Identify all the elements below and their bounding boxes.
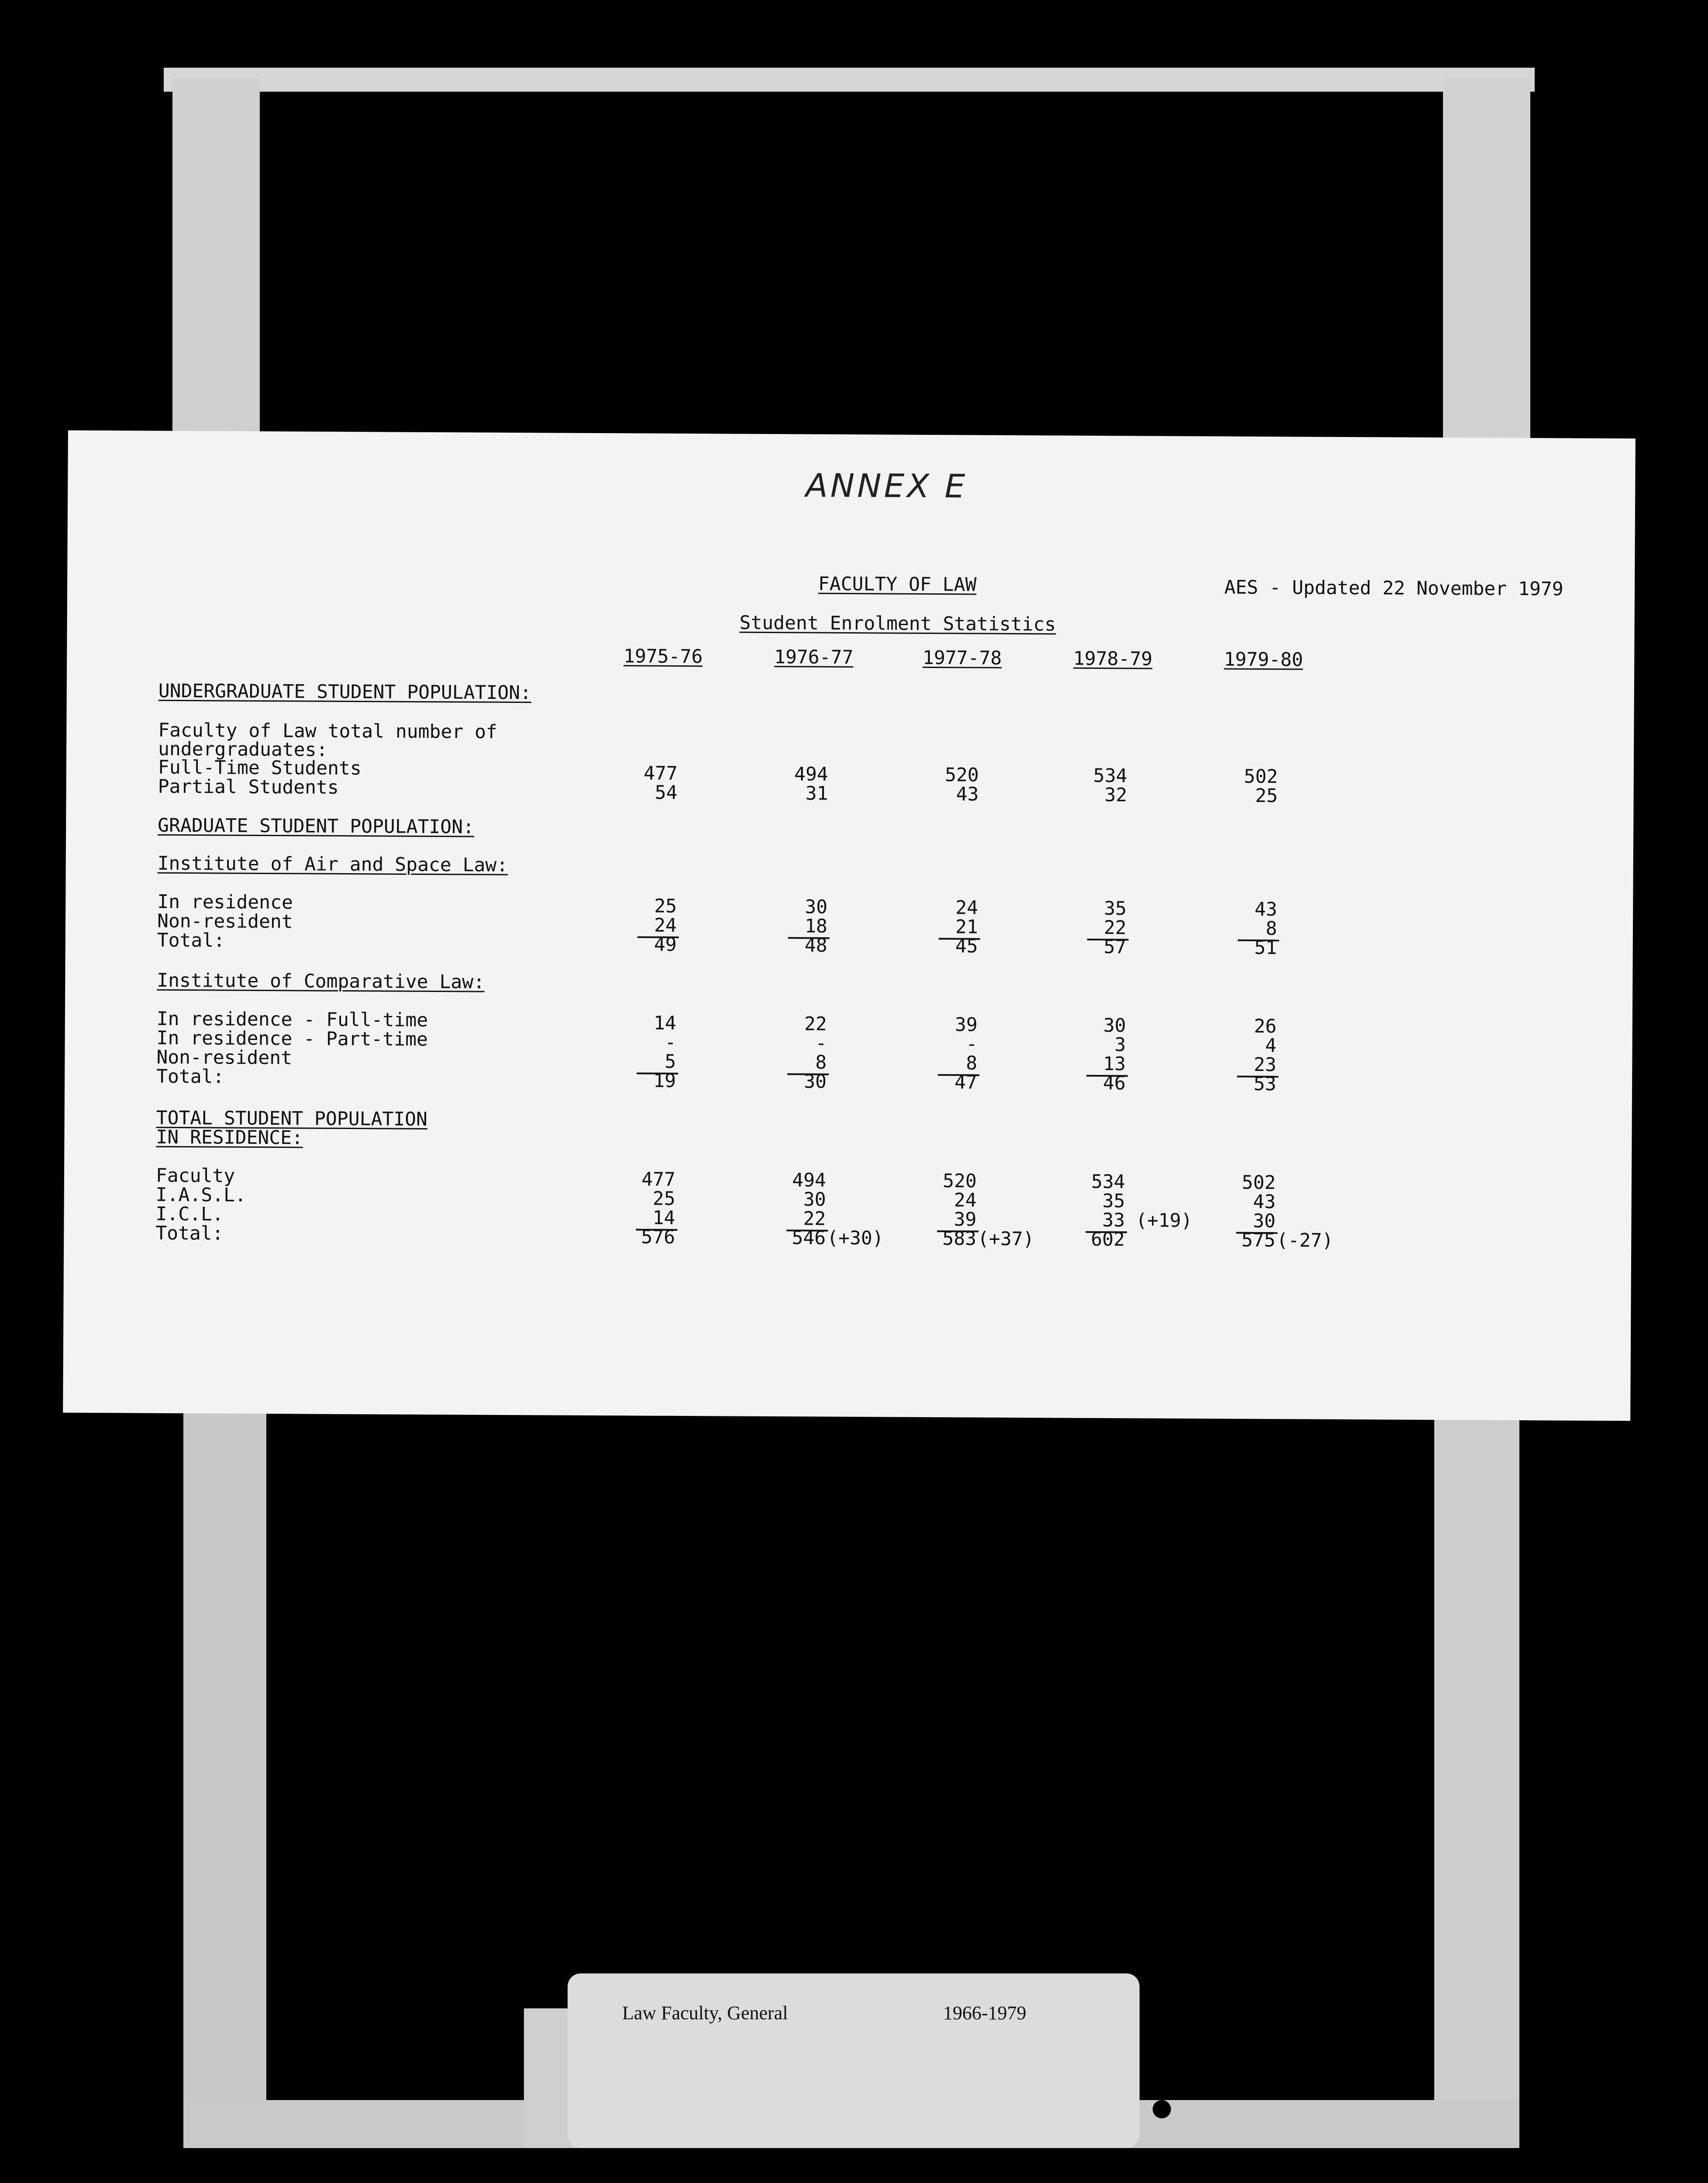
- cell-value: 32: [1104, 784, 1127, 806]
- cell-value: 43: [1253, 1191, 1276, 1213]
- cell-value: 51: [1254, 937, 1277, 959]
- cell-value: 30: [1103, 1015, 1126, 1037]
- cell-value: 23: [1253, 1054, 1277, 1076]
- cell-value: 49: [654, 933, 677, 956]
- row-label: Non-resident: [156, 1046, 293, 1069]
- year-header: 1979-80: [1224, 648, 1303, 671]
- row-label: Faculty: [155, 1164, 235, 1187]
- cell-value: 18: [805, 915, 828, 937]
- cell-value: 45: [955, 935, 978, 957]
- row-label: Total:: [155, 1222, 224, 1245]
- card-years: 1966-1979: [943, 2002, 1026, 2024]
- cell-value: 520: [943, 1170, 977, 1192]
- cell-value: -: [665, 1031, 676, 1054]
- cell-value: 583: [942, 1228, 977, 1250]
- cell-value: 494: [792, 1169, 826, 1191]
- cell-value: 57: [1103, 936, 1126, 958]
- row-label: Total:: [156, 1065, 224, 1088]
- film-frame-top: [164, 68, 1535, 92]
- change-note: (-27): [1277, 1229, 1333, 1252]
- cell-value: 54: [654, 782, 678, 804]
- cell-value: 576: [641, 1226, 675, 1248]
- cell-value: 22: [804, 1013, 827, 1035]
- cell-value: 30: [803, 1188, 826, 1211]
- cell-value: 39: [954, 1014, 978, 1036]
- film-frame-post: [1434, 1410, 1519, 2144]
- year-header: 1977-78: [923, 647, 1002, 669]
- cell-value: 8: [815, 1051, 827, 1074]
- cell-value: 30: [805, 896, 828, 918]
- punch-hole: [1153, 2043, 1171, 2062]
- year-header: 1978-79: [1073, 647, 1153, 670]
- row-label: Partial Students: [158, 775, 339, 799]
- cell-value: 14: [653, 1012, 676, 1034]
- cell-value: 25: [654, 895, 677, 917]
- cell-value: 546: [792, 1227, 826, 1249]
- undergrad-description: Faculty of Law total number of: [158, 719, 498, 743]
- film-frame-post: [183, 1406, 266, 2144]
- section-heading-iasl: Institute of Air and Space Law:: [157, 852, 508, 876]
- punch-hole: [1153, 1987, 1171, 2005]
- year-header: 1975-76: [623, 645, 703, 668]
- cell-value: 47: [954, 1071, 978, 1094]
- cell-value: 35: [1102, 1190, 1125, 1212]
- cell-value: 31: [805, 782, 828, 805]
- row-label: In residence - Part-time: [156, 1027, 428, 1050]
- cell-value: 534: [1091, 1171, 1126, 1193]
- cell-value: 494: [794, 763, 828, 785]
- cell-value: 5: [665, 1050, 676, 1073]
- annex-label: ANNEX E: [806, 467, 968, 506]
- film-frame-post: [172, 79, 260, 437]
- row-label: In residence: [157, 891, 293, 914]
- cell-value: 24: [954, 1189, 977, 1212]
- cell-value: 53: [1253, 1073, 1277, 1095]
- change-note: (+19): [1136, 1209, 1193, 1232]
- document-subtitle: Student Enrolment Statistics: [739, 612, 1056, 636]
- cell-value: 26: [1253, 1015, 1277, 1038]
- undergrad-description: undergraduates:: [158, 738, 328, 761]
- document-title: FACULTY OF LAW: [818, 573, 977, 596]
- cell-value: 21: [955, 916, 978, 938]
- cell-value: 24: [654, 914, 677, 937]
- section-heading-graduate: GRADUATE STUDENT POPULATION:: [158, 814, 475, 838]
- updated-note: AES - Updated 22 November 1979: [1224, 576, 1563, 600]
- cell-value: 35: [1104, 898, 1127, 920]
- section-heading-undergrad: UNDERGRADUATE STUDENT POPULATION:: [158, 680, 532, 704]
- row-label: I.C.L.: [155, 1203, 224, 1226]
- cell-value: 477: [644, 762, 678, 785]
- cell-value: 502: [1242, 1171, 1276, 1194]
- cell-value: 43: [1254, 898, 1278, 921]
- cell-value: 30: [1253, 1210, 1276, 1233]
- cell-value: 502: [1243, 765, 1278, 788]
- cell-value: 520: [945, 764, 979, 786]
- section-heading-icl: Institute of Comparative Law:: [157, 969, 485, 993]
- year-header: 1976-77: [774, 646, 854, 669]
- cell-value: 25: [1255, 785, 1278, 807]
- document-sheet: [63, 430, 1636, 1421]
- cell-value: 575: [1241, 1229, 1276, 1252]
- cell-value: 25: [652, 1188, 675, 1210]
- cell-value: 477: [641, 1168, 676, 1191]
- cell-value: 3: [1114, 1034, 1126, 1056]
- change-note: (+30): [827, 1227, 884, 1250]
- row-label: Full-Time Students: [158, 756, 362, 780]
- card-title: Law Faculty, General: [622, 2002, 788, 2024]
- row-label: Non-resident: [157, 910, 293, 933]
- cell-value: 43: [956, 783, 979, 806]
- change-note: (+37): [978, 1228, 1034, 1250]
- row-label: I.A.S.L.: [155, 1184, 246, 1206]
- cell-value: 22: [1104, 917, 1127, 939]
- cell-value: 33: [1102, 1209, 1125, 1232]
- cell-value: 534: [1093, 764, 1127, 787]
- punch-hole: [1153, 2100, 1171, 2118]
- section-heading-total: TOTAL STUDENT POPULATION: [156, 1107, 428, 1130]
- cell-value: 4: [1265, 1034, 1277, 1057]
- row-label: In residence - Full-time: [156, 1008, 428, 1031]
- cell-value: 39: [954, 1209, 977, 1231]
- cell-value: 22: [803, 1208, 826, 1230]
- cell-value: 24: [955, 897, 978, 919]
- cell-value: 602: [1091, 1228, 1125, 1251]
- section-heading-total: IN RESIDENCE:: [156, 1126, 303, 1149]
- cell-value: 14: [652, 1207, 675, 1229]
- index-card-label: [568, 1973, 1140, 2148]
- cell-value: -: [815, 1032, 827, 1054]
- cell-value: 48: [804, 934, 827, 957]
- cell-value: 8: [966, 1052, 978, 1074]
- cell-value: 46: [1103, 1072, 1126, 1095]
- cell-value: 13: [1103, 1053, 1126, 1075]
- cell-value: 19: [653, 1070, 676, 1092]
- cell-value: -: [966, 1033, 978, 1055]
- cell-value: 30: [804, 1071, 827, 1093]
- row-label: Total:: [157, 929, 225, 952]
- cell-value: 8: [1265, 917, 1278, 940]
- film-frame-post: [1443, 79, 1530, 454]
